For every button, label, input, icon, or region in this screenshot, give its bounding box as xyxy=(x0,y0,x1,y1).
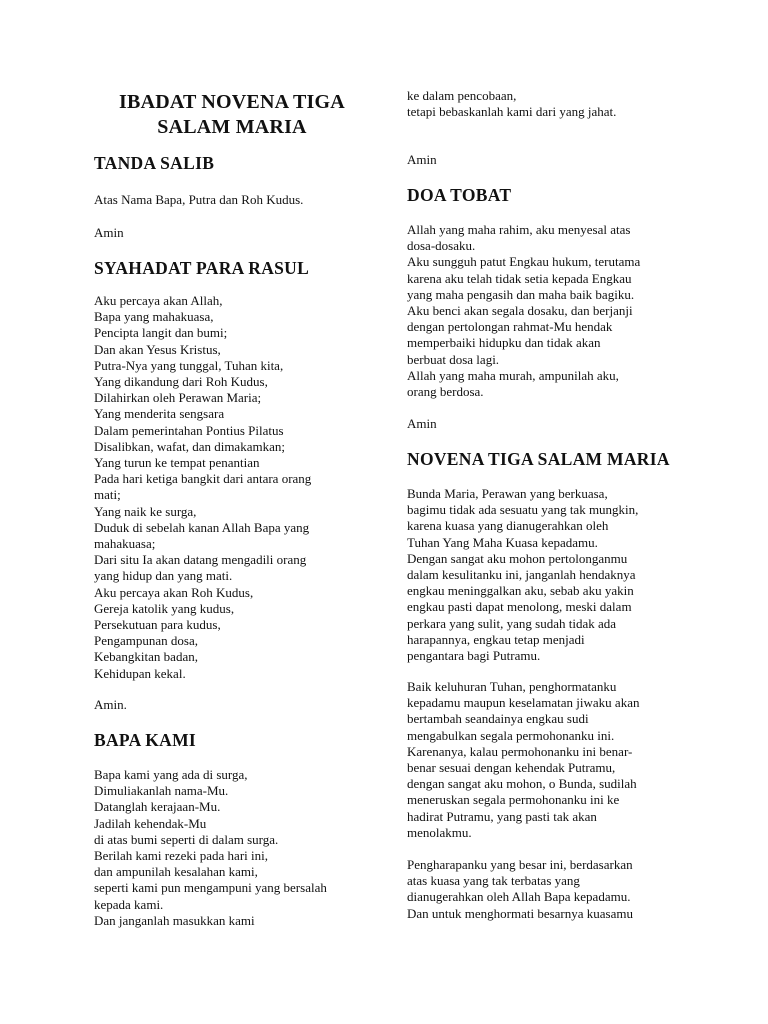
text-line: memperbaiki hidupku dan tidak akan xyxy=(407,335,601,351)
text-line: bagimu tidak ada sesuatu yang tak mungkin, xyxy=(407,502,639,518)
text-line: seperti kami pun mengampuni yang bersalah xyxy=(94,880,327,896)
text-line: perkara yang sulit, yang sudah tidak ada xyxy=(407,615,617,631)
text-line: karena kuasa yang dianugerahkan oleh xyxy=(407,518,609,534)
text-line: Pengampunan dosa, xyxy=(94,633,198,649)
text-line: Disalibkan, wafat, dan dimakamkan; xyxy=(94,438,285,454)
text-line: harapannya, engkau tetap menjadi xyxy=(407,631,585,647)
text-line: Allah yang maha rahim, aku menyesal atas xyxy=(407,222,631,237)
text-line: yang hidup dan yang mati. xyxy=(94,568,233,584)
doa-tobat-text xyxy=(407,222,640,400)
text-line: Berilah kami rezeki pada hari ini, xyxy=(94,848,268,864)
text-line: kepadamu maupun keselamatan jiwaku akan xyxy=(407,695,640,711)
title-line-2: SALAM MARIA xyxy=(157,116,307,138)
text-line: dalam kesulitanku ini, janganlah hendaknya xyxy=(407,567,636,583)
text-line: dosa-dosaku. xyxy=(407,238,476,254)
text-line: Pengharapanku yang besar ini, berdasarkan xyxy=(407,857,633,872)
text-line: Yang dikandung dari Roh Kudus, xyxy=(94,374,268,390)
text-line: di atas bumi seperti di dalam surga. xyxy=(94,831,279,847)
heading-doa-tobat: DOA TOBAT xyxy=(407,185,512,205)
text-line: Yang turun ke tempat penantian xyxy=(94,455,260,471)
text-line: Dilahirkan oleh Perawan Maria; xyxy=(94,390,262,406)
text-line: Aku percaya akan Roh Kudus, xyxy=(94,584,254,600)
syahadat-text xyxy=(94,293,311,682)
text-line: Yang menderita sengsara xyxy=(94,406,225,422)
text-line: tetapi bebaskanlah kami dari yang jahat. xyxy=(407,104,617,120)
text-line: engkau pasti dapat menolong, meski dalam xyxy=(407,599,632,615)
text-line: Baik keluhuran Tuhan, penghormatanku xyxy=(407,679,617,694)
text-line: Dan janganlah masukkan kami xyxy=(94,912,255,928)
text-line: Pada hari ketiga bangkit dari antara orang xyxy=(94,471,312,487)
heading-tanda-salib: TANDA SALIB xyxy=(94,153,215,173)
text-line: Bapa yang mahakuasa, xyxy=(94,309,214,325)
text-line: pengantara bagi Putramu. xyxy=(407,648,541,664)
text-line: berbuat dosa lagi. xyxy=(407,351,500,367)
text-line: mengabulkan segala permohonanku ini. xyxy=(407,727,615,743)
text-line: Pencipta langit dan bumi; xyxy=(94,325,228,341)
text-line: Karenanya, kalau permohonanku ini benar- xyxy=(407,743,633,759)
doa-tobat-amin xyxy=(407,416,437,432)
text-line: Kebangkitan badan, xyxy=(94,649,198,665)
text-line: Dimuliakanlah nama-Mu. xyxy=(94,783,229,799)
amin-text: Amin xyxy=(407,152,437,167)
amin-text: Amin xyxy=(94,225,124,240)
text-line: Aku sungguh patut Engkau hukum, terutama xyxy=(407,254,641,270)
text-line: Aku benci akan segala dosaku, dan berjanji xyxy=(407,303,633,319)
text-line: Tuhan Yang Maha Kuasa kepadamu. xyxy=(407,534,598,550)
page-title xyxy=(94,90,370,140)
text-line: Kehidupan kekal. xyxy=(94,665,186,681)
text-line: Dalam pemerintahan Pontius Pilatus xyxy=(94,422,284,438)
heading-bapa-kami: BAPA KAMI xyxy=(94,730,197,750)
text-line: Datanglah kerajaan-Mu. xyxy=(94,799,221,815)
text-line: Persekutuan para kudus, xyxy=(94,617,221,633)
text-line: yang maha pengasih dan maha baik bagiku. xyxy=(407,286,635,302)
text-line: Bunda Maria, Perawan yang berkuasa, xyxy=(407,486,608,501)
tanda-salib-amin xyxy=(94,225,124,241)
text-line: Allah yang maha murah, ampunilah aku, xyxy=(407,367,619,383)
text-line: Aku percaya akan Allah, xyxy=(94,293,223,308)
text-line: hadirat Putramu, yang pasti tak akan xyxy=(407,808,597,824)
text-line: dan ampunilah kesalahan kami, xyxy=(94,864,258,880)
amin-text: Amin xyxy=(407,416,437,431)
text-line: benar sesuai dengan kehendak Putramu, xyxy=(407,760,616,776)
heading-novena: NOVENA TIGA SALAM MARIA xyxy=(407,449,670,469)
text-line: mahakuasa; xyxy=(94,536,156,552)
text-line: engkau meninggalkan aku, sebab aku yakin xyxy=(407,583,634,599)
tanda-salib-text xyxy=(94,192,303,208)
text-line: Duduk di sebelah kanan Allah Bapa yang xyxy=(94,519,310,535)
text-line: Gereja katolik yang kudus, xyxy=(94,600,235,616)
text-line: Putra-Nya yang tunggal, Tuhan kita, xyxy=(94,357,284,373)
text-line: Dan akan Yesus Kristus, xyxy=(94,341,221,357)
text-line: dengan pertolongan rahmat-Mu hendak xyxy=(407,319,613,335)
text-line: Atas Nama Bapa, Putra dan Roh Kudus. xyxy=(94,192,304,207)
text-line: karena aku telah tidak setia kepada Engkau xyxy=(407,270,632,286)
amin-text: Amin. xyxy=(94,697,127,712)
bapa-kami-amin xyxy=(407,152,437,168)
bapa-kami-continued xyxy=(407,88,616,120)
novena-paragraph-1 xyxy=(407,486,638,664)
text-line: bertambah seandainya engkau sudi xyxy=(407,711,589,727)
text-line: ke dalam pencobaan, xyxy=(407,88,517,103)
text-line: Jadilah kehendak-Mu xyxy=(94,815,207,831)
text-line: kepada kami. xyxy=(94,896,164,912)
text-line: atas kuasa yang tak terbatas yang xyxy=(407,873,580,889)
text-line: Bapa kami yang ada di surga, xyxy=(94,767,248,782)
text-line: Dari situ Ia akan datang mengadili orang xyxy=(94,552,307,568)
text-line: Dengan sangat aku mohon pertolonganmu xyxy=(407,550,628,566)
title-line-1: IBADAT NOVENA TIGA xyxy=(119,91,345,113)
bapa-kami-text xyxy=(94,767,327,929)
heading-syahadat: SYAHADAT PARA RASUL xyxy=(94,258,310,278)
text-line: Dan untuk menghormati besarnya kuasamu xyxy=(407,905,633,921)
text-line: dianugerahkan oleh Allah Bapa kepadamu. xyxy=(407,889,631,905)
text-line: orang berdosa. xyxy=(407,384,484,400)
text-line: Yang naik ke surga, xyxy=(94,503,197,519)
novena-paragraph-3 xyxy=(407,857,633,922)
syahadat-amin xyxy=(94,697,127,713)
text-line: mati; xyxy=(94,487,121,503)
text-line: dengan sangat aku mohon, o Bunda, sudilah xyxy=(407,776,637,792)
novena-paragraph-2 xyxy=(407,679,639,841)
text-line: menolakmu. xyxy=(407,824,472,840)
text-line: meneruskan segala permohonanku ini ke xyxy=(407,792,620,808)
